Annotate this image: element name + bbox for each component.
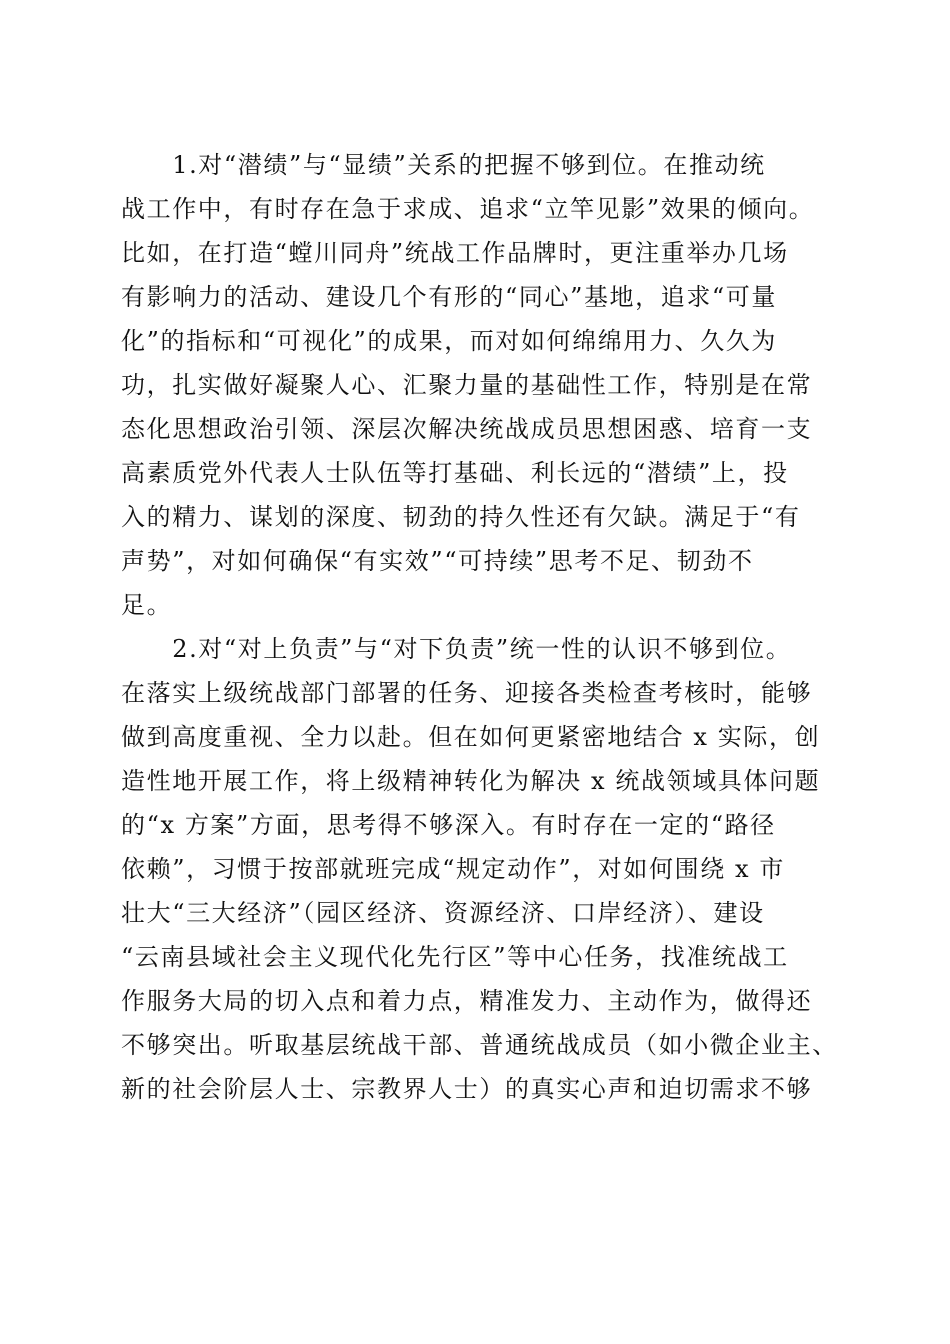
text-line: 2.对“对上负责”与“对下负责”统一性的认识不够到位。 bbox=[121, 635, 792, 663]
text-line: 不够突出。听取基层统战干部、普通统战成员（如小微企业主、 bbox=[121, 1031, 838, 1059]
text-line: 高素质党外代表人士队伍等打基础、利长远的“潜绩”上，投 bbox=[121, 459, 789, 487]
text-line: 1.对“潜绩”与“显绩”关系的把握不够到位。在推动统 bbox=[121, 151, 766, 179]
text-line: 功，扎实做好凝聚人心、汇聚力量的基础性工作，特别是在常 bbox=[121, 371, 813, 399]
text-line: 做到高度重视、全力以赴。但在如何更紧密地结合 x 实际，创 bbox=[121, 723, 821, 751]
text-line: 依赖”，习惯于按部就班完成“规定动作”，对如何围绕 x 市 bbox=[121, 855, 785, 883]
text-line: 比如，在打造“螳川同舟”统战工作品牌时，更注重举办几场 bbox=[121, 239, 789, 267]
text-line: 化”的指标和“可视化”的成果，而对如何绵绵用力、久久为 bbox=[121, 327, 778, 355]
text-line: 在落实上级统战部门部署的任务、迎接各类检查考核时，能够 bbox=[121, 679, 813, 707]
text-line: 造性地开展工作，将上级精神转化为解决 x 统战领域具体问题 bbox=[121, 767, 821, 795]
text-line: 新的社会阶层人士、宗教界人士）的真实心声和迫切需求不够 bbox=[121, 1075, 813, 1103]
text-line: 作服务大局的切入点和着力点，精准发力、主动作为，做得还 bbox=[121, 987, 813, 1015]
text-line: 入的精力、谋划的深度、韧劲的持久性还有欠缺。满足于“有 bbox=[121, 503, 801, 531]
text-line: 的“x 方案”方面，思考得不够深入。有时存在一定的“路径 bbox=[121, 811, 776, 839]
text-line: 足。 bbox=[121, 591, 173, 619]
text-line: “云南县域社会主义现代化先行区”等中心任务，找准统战工 bbox=[121, 943, 789, 971]
text-line: 声势”，对如何确保“有实效”“可持续”思考不足、韧劲不 bbox=[121, 547, 754, 575]
text-line: 壮大“三大经济”（园区经济、资源经济、口岸经济）、建设 bbox=[121, 899, 765, 927]
text-line: 战工作中，有时存在急于求成、追求“立竿见影”效果的倾向。 bbox=[121, 195, 815, 223]
text-line: 有影响力的活动、建设几个有形的“同心”基地，追求“可量 bbox=[121, 283, 778, 311]
text-line: 态化思想政治引领、深层次解决统战成员思想困惑、培育一支 bbox=[121, 415, 813, 443]
